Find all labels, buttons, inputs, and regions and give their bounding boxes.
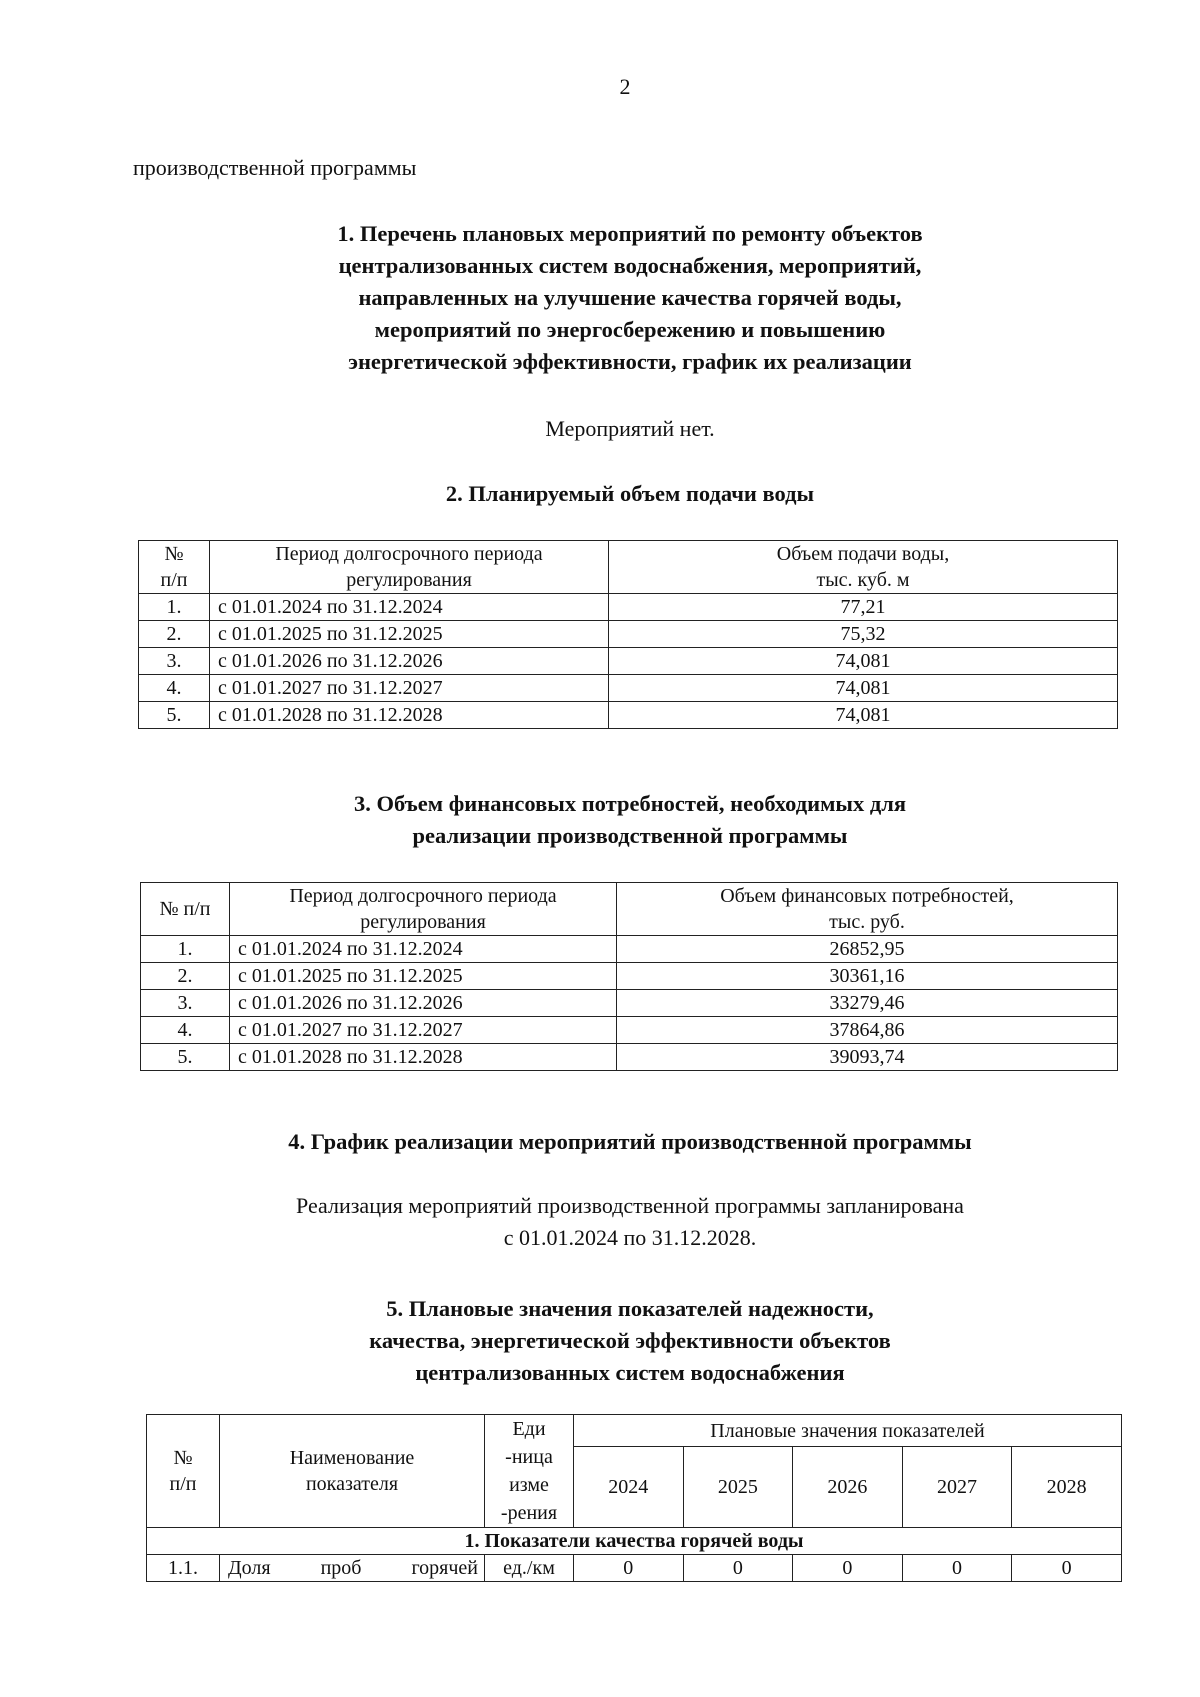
table-row [139,702,1118,729]
table-row [139,621,1118,648]
row-value: 0 [683,1555,793,1582]
row-num: 2. [141,963,230,990]
table-header-row [141,883,1118,936]
row-period: с 01.01.2025 по 31.12.2025 [210,621,609,648]
row-value: 0 [574,1555,684,1582]
table-row [141,1044,1118,1071]
financial-needs-table [140,882,1118,1071]
header-line: № [164,543,184,565]
header-line: тыс. куб. м [816,569,910,591]
note-line: с 01.01.2024 по 31.12.2028. [503,1225,757,1250]
table-header-row [147,1415,1122,1447]
table-row [139,594,1118,621]
row-value: 75,32 [609,621,1118,648]
header-line: № [173,1447,193,1469]
year-header: 2025 [683,1447,793,1528]
col-period-header [230,883,617,936]
title-line: мероприятий по энергосбережению и повышению [374,317,886,342]
header-line: Период долгосрочного периода [289,885,557,907]
row-num: 1. [139,594,210,621]
row-num: 4. [139,675,210,702]
row-value: 74,081 [609,648,1118,675]
section4-note [0,1190,1200,1254]
row-period: с 01.01.2024 по 31.12.2024 [210,594,609,621]
row-value: 37864,86 [617,1017,1118,1044]
title-line: направленных на улучшение качества горячей воды, [358,285,902,310]
title-line: 1. Перечень плановых мероприятий по ремонту объектов [337,221,923,246]
row-num: 2. [139,621,210,648]
row-value: 0 [793,1555,903,1582]
row-num: 4. [141,1017,230,1044]
header-line: -рения [500,1502,558,1524]
indicators-table [146,1414,1122,1582]
header-line: п/п [169,1473,197,1495]
title-line: реализации производственной программы [412,823,848,848]
title-line: централизованных систем водоснабжения [415,1360,845,1385]
row-period: с 01.01.2027 по 31.12.2027 [230,1017,617,1044]
row-value: 39093,74 [617,1044,1118,1071]
row-value: 33279,46 [617,990,1118,1017]
row-value: 74,081 [609,702,1118,729]
name-word: проб [320,1557,362,1579]
row-period: с 01.01.2024 по 31.12.2024 [230,936,617,963]
header-line: регулирования [346,569,472,591]
row-value: 77,21 [609,594,1118,621]
row-num: 5. [139,702,210,729]
section4-title: 4. График реализации мероприятий производственной программы [288,1129,972,1154]
name-word: горячей [411,1557,478,1579]
header-line: регулирования [360,911,486,933]
row-num: 3. [139,648,210,675]
water-supply-table [138,540,1118,729]
col-plan-header: Плановые значения показателей [574,1415,1122,1447]
title-line: качества, энергетической эффективности объектов [369,1328,891,1353]
group-label: 1. Показатели качества горячей воды [147,1528,1122,1555]
table-header-row [139,541,1118,594]
row-num: 1. [141,936,230,963]
header-line: тыс. руб. [829,911,905,933]
row-period: с 01.01.2026 по 31.12.2026 [210,648,609,675]
row-num: 3. [141,990,230,1017]
year-header: 2026 [793,1447,903,1528]
table-row [141,936,1118,963]
row-period: с 01.01.2028 по 31.12.2028 [230,1044,617,1071]
table-row [141,1017,1118,1044]
lead-text: производственной программы [133,155,417,180]
page-number: 2 [619,74,631,99]
row-period: с 01.01.2027 по 31.12.2027 [210,675,609,702]
section1-note: Мероприятий нет. [545,416,715,441]
header-line: Наименование [289,1447,415,1469]
col-name-header [220,1415,485,1528]
note-line: Реализация мероприятий производственной программы запланирована [296,1193,964,1218]
table-row [147,1555,1122,1582]
group-row [147,1528,1122,1555]
name-word: Доля [228,1557,271,1579]
table-row [141,990,1118,1017]
header-line: -ница [505,1446,553,1468]
row-value: 0 [1012,1555,1122,1582]
row-value: 30361,16 [617,963,1118,990]
header-line: Объем подачи воды, [776,543,950,565]
title-line: 5. Плановые значения показателей надежности, [386,1296,874,1321]
row-num: 1.1. [147,1555,220,1582]
col-unit-header [485,1415,574,1528]
section5-title [0,1293,1200,1389]
col-num-header [147,1415,220,1528]
row-num: 5. [141,1044,230,1071]
header-line: показателя [305,1473,399,1495]
row-period: с 01.01.2028 по 31.12.2028 [210,702,609,729]
row-period: с 01.01.2026 по 31.12.2026 [230,990,617,1017]
table-row [141,963,1118,990]
year-header: 2024 [574,1447,684,1528]
table-row [139,648,1118,675]
row-name [220,1555,485,1582]
row-value: 0 [902,1555,1012,1582]
title-line: энергетической эффективности, график их реализации [348,349,912,374]
col-value-header [609,541,1118,594]
col-num-header: № п/п [141,883,230,936]
header-line: Период долгосрочного периода [275,543,543,565]
header-line: п/п [160,569,188,591]
col-value-header [617,883,1118,936]
row-value: 74,081 [609,675,1118,702]
col-period-header [210,541,609,594]
section2-title: 2. Планируемый объем подачи воды [445,481,815,506]
title-line: 3. Объем финансовых потребностей, необходимых для [353,791,907,816]
year-header: 2027 [902,1447,1012,1528]
col-num-header [139,541,210,594]
row-period: с 01.01.2025 по 31.12.2025 [230,963,617,990]
row-value: 26852,95 [617,936,1118,963]
table-row [139,675,1118,702]
header-line: изме [509,1474,549,1496]
section1-title [0,218,1200,378]
row-unit: ед./км [485,1555,574,1582]
section3-title [0,788,1200,852]
year-header: 2028 [1012,1447,1122,1528]
header-line: Еди [512,1418,546,1440]
header-line: Объем финансовых потребностей, [720,885,1014,907]
title-line: централизованных систем водоснабжения, мероприятий, [338,253,922,278]
